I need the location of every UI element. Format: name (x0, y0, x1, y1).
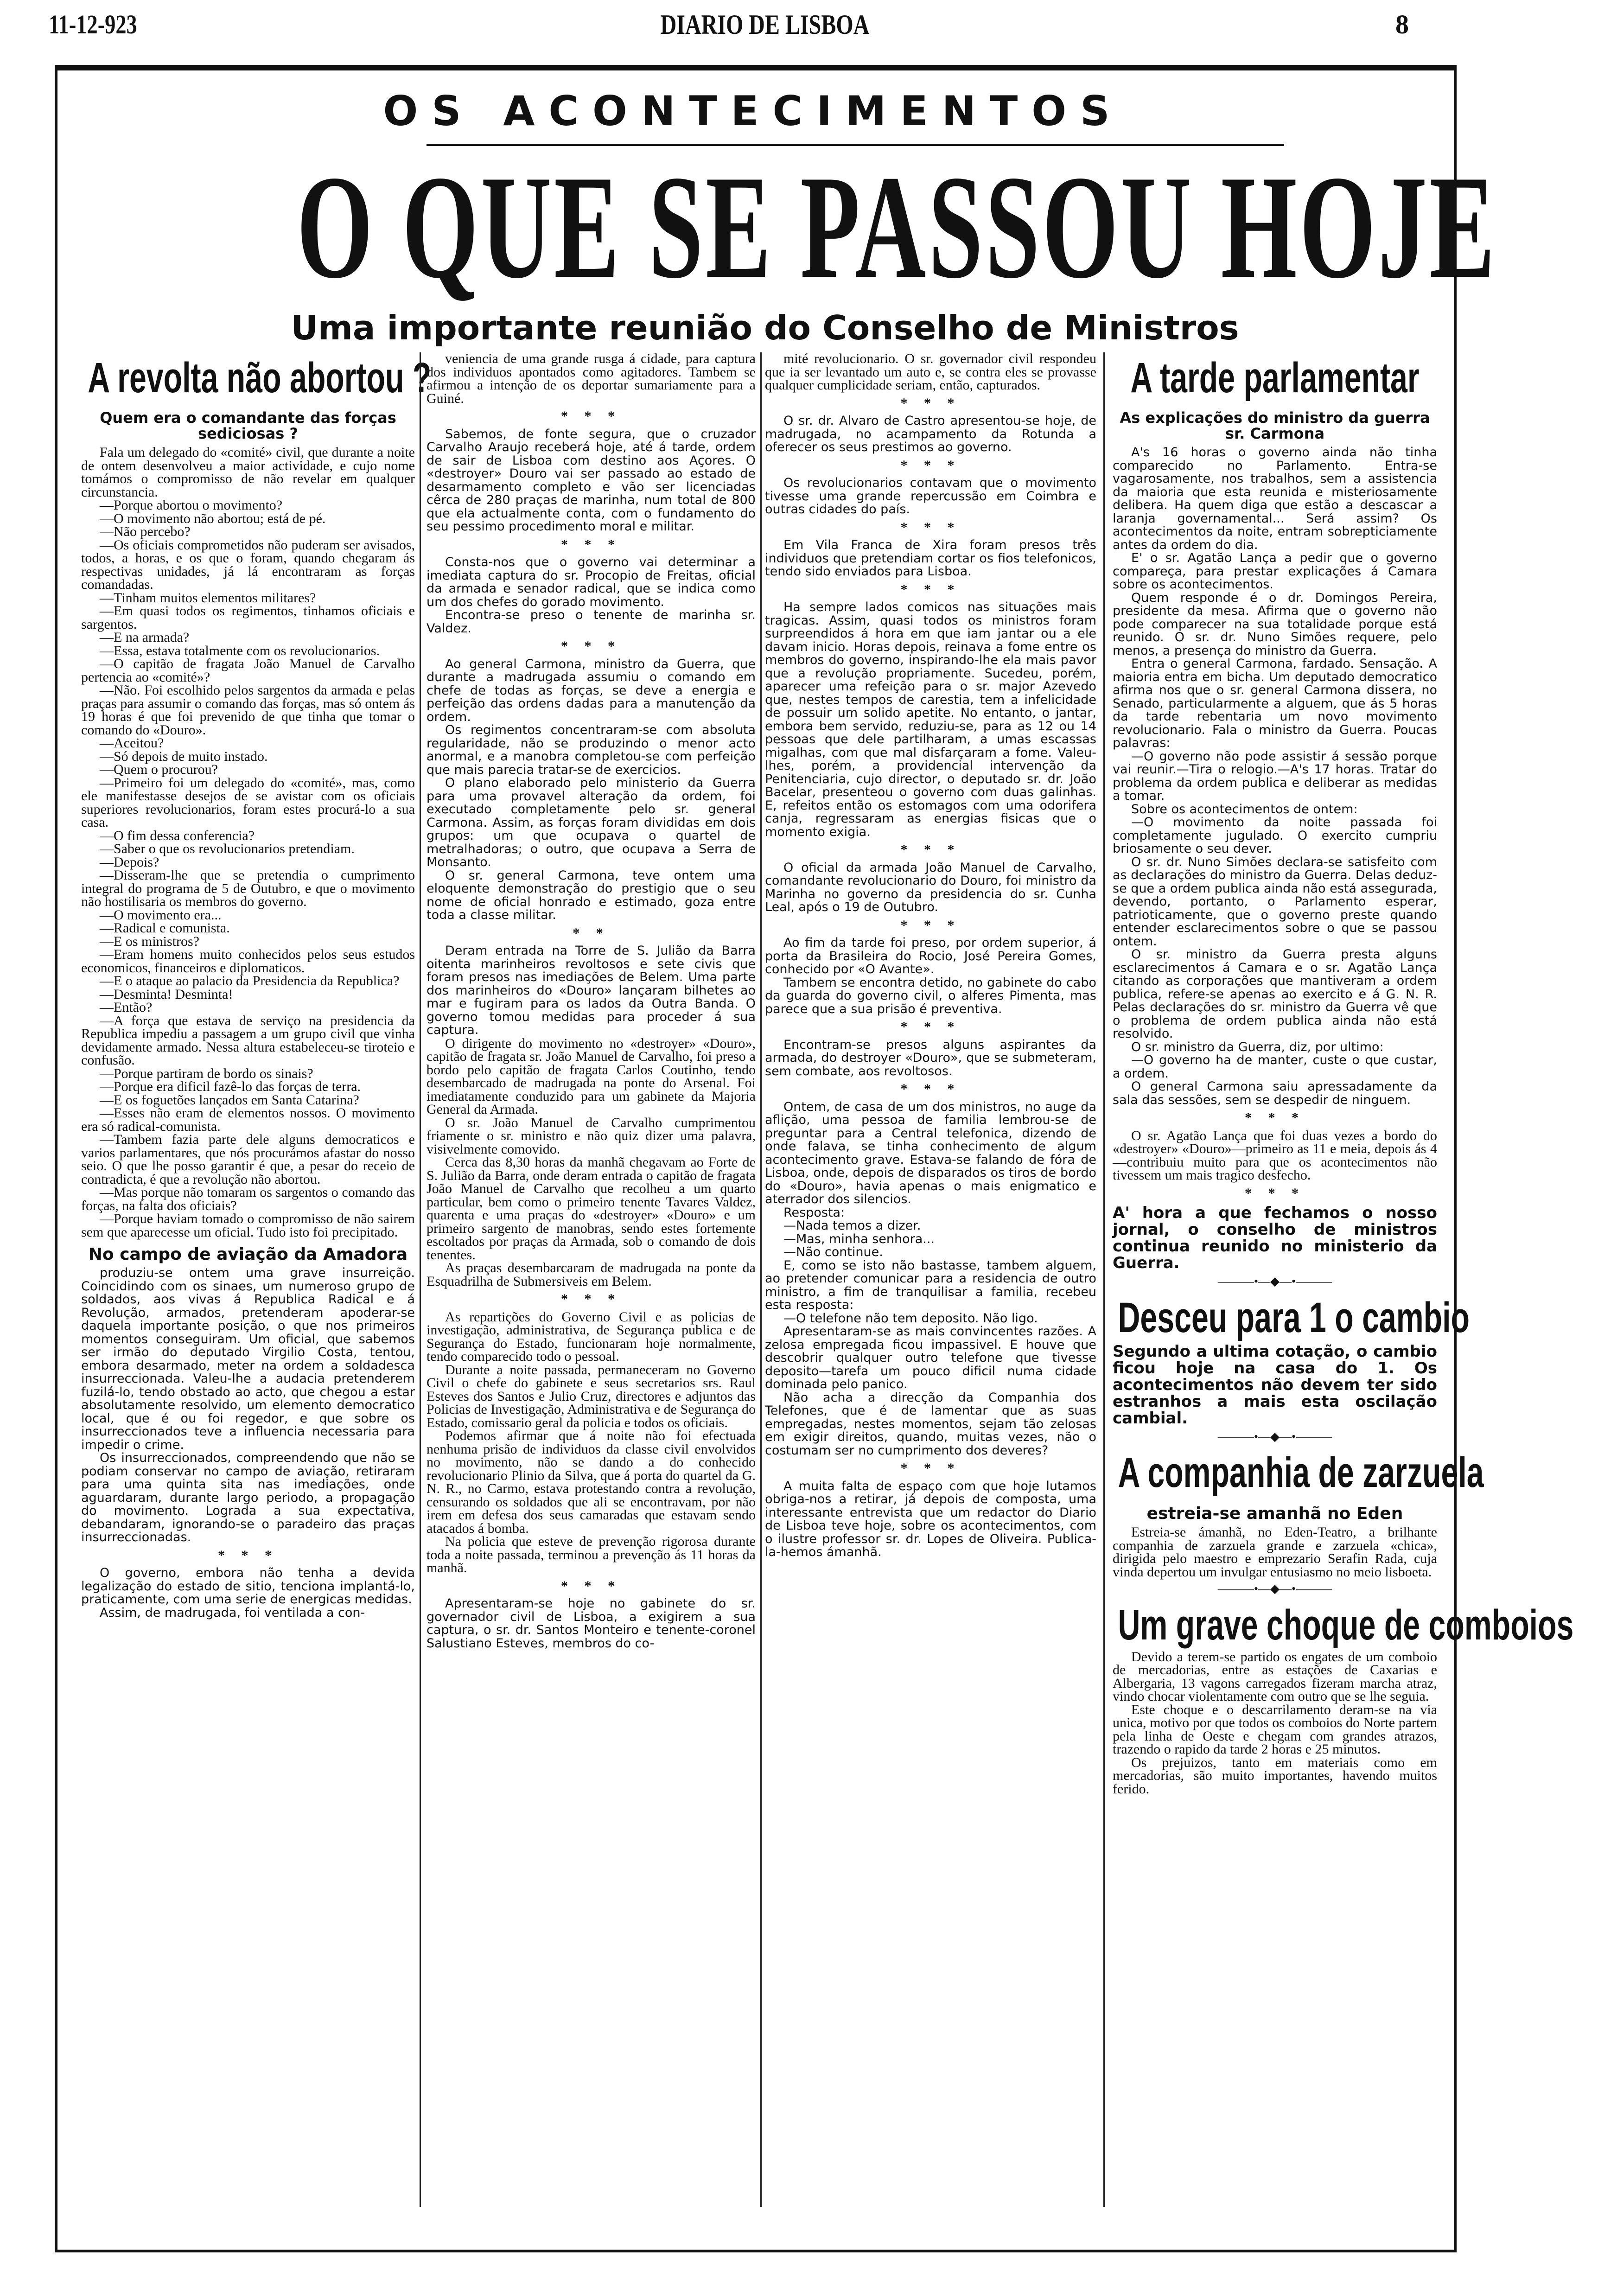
column-3 (765, 352, 1096, 2226)
section-separator: * * * (218, 1547, 278, 1563)
paragraph: O sr. João Manuel de Carvalho cumprimentou friamente o sr. ministro e não quiz dizer uma palavra, visivelmente comovido. (427, 1115, 756, 1157)
paragraph: —Nada temos a dizer. (783, 1218, 921, 1233)
paragraph: Em Vila Franca de Xira foram presos três individuos que pretendiam cortar os fios telefonicos, tendo sido enviados para Lisboa. (765, 538, 1096, 579)
paragraph: Entra o general Carmona, fardado. Sensação. A maioria entra em bicha. Um deputado democratico afirma nos que o sr. general Carmona dissera, no Senado, particularmente a alguem, que ás 5 horas da tarde rebentaria um novo movimento revolucionario. Fala o ministro da Guerra. Poucas palavras: (1113, 657, 1437, 750)
section-separator: * * * (900, 457, 961, 473)
paragraph: Ao general Carmona, ministro da Guerra, que durante a madrugada assumiu o comando em chefe de todas as forças, se deve a energia e perfeição das ordens dadas para a manutenção da ordem. (427, 657, 756, 724)
column-rule (1103, 352, 1105, 2207)
paragraph: veniencia de uma grande rusga á cidade, para captura dos individuos apontados como agitadores. Tambem se afirmou a intenção de os deportar sumariamente para a Guiné. (427, 351, 756, 406)
paragraph: Devido a terem-se partido os engates de um comboio de mercadorias, entre as estações de Caxarias e Albergaria, 13 vagons carregados fizeram marcha atraz, vindo chocar violentamente com outro que se lhe seguia. (1113, 1649, 1437, 1704)
paragraph: —Os oficiais comprometidos não puderam ser avisados, todos, a horas, e os que o foram, quando chegaram ás respectivas unidades, já lá encontraram as forças comandadas. (81, 537, 415, 592)
paragraph: E' o sr. Agatão Lança a pedir que o governo compareça, para prestar explicações á Camara sobre os acontecimentos. (1113, 551, 1437, 592)
paragraph: Podemos afirmar que á noite não foi efectuada nenhuma prisão de individuos da classe civil envolvidos no movimento, não se dando a do conhecido revolucionario Plinio da Silva, que á porta do quartel da G. N. R., no Carmo, estava protestando contra a revolução, censurando os soldados que ali se encontravam, por não irem em defesa dos seus camaradas que estavam sendo atacados á bomba. (427, 1428, 756, 1536)
section-separator: * * * (1245, 1110, 1305, 1125)
paragraph: As praças desembarcaram de madrugada na ponte da Esquadrilha de Submersiveis em Belem. (427, 1260, 756, 1289)
paragraph: —Não continue. (783, 1245, 883, 1259)
paragraph: Durante a noite passada, permaneceram no Governo Civil o chefe do gabinete e seus secretarios srs. Raul Esteves dos Santos e Julio Cruz, directores e adjuntos das Policias de Investigação, Administrativa e de Segurança do Estado, comissario geral da policia e todos os oficiais. (427, 1362, 756, 1430)
paragraph: —Depois? (100, 854, 159, 870)
column-4 (1113, 352, 1574, 2226)
paragraph: —Esses não eram de elementos nossos. O movimento era só radical-comunista. (81, 1105, 415, 1134)
masthead (0, 9, 1617, 46)
paragraph: O oficial da armada João Manuel de Carvalho, comandante revolucionario do Douro, foi ministro da Marinha no governo da presidencia do sr. Cunha Leal, após o 19 de Outubro. (765, 860, 1096, 914)
paragraph: E, como se isto não bastasse, tambem alguem, ao pretender comunicar para a residencia de outro ministro, a fim de tranquilisar a familia, recebeu esta resposta: (765, 1258, 1096, 1312)
paragraph: —O movimento não abortou; está de pé. (100, 510, 326, 526)
article-headline: A tarde parlamentar (1130, 354, 1420, 402)
paragraph: Apresentaram-se as mais convincentes razões. A zelosa empregada ficou impassivel. E houve que descobrir qualquer outro telefone que tivesse deposito—tarefa um pouco dificil numa cidade dominada pelo panico. (765, 1324, 1096, 1391)
article-subheadline: As explicações do ministro da guerra sr. Carmona (1120, 409, 1430, 442)
paragraph: Assim, de madrugada, foi ventilada a con- (100, 1605, 365, 1620)
paragraph: —E na armada? (100, 630, 190, 645)
paragraph: —Porque partiram de bordo os sinais? (100, 1065, 313, 1081)
paragraph: Encontra-se preso o tenente de marinha sr. Valdez. (427, 608, 756, 636)
paragraph: O sr. Agatão Lança que foi duas vezes a bordo do «destroyer» «Douro»—primeiro as 11 e meia, depois ás 4—contribuiu muito para que os acontecimentos não tivessem um mais tragico desfecho. (1113, 1128, 1437, 1183)
column-1 (81, 352, 432, 2226)
section-separator: * * * (900, 581, 961, 597)
article-headline: Desceu para 1 o cambio (1118, 1294, 1470, 1341)
paragraph: —Tambem fazia parte dele alguns democraticos e varios parlamentares, que nós procurámos afastar do nosso seio. O que lhe posso garantir é que, a pesar do receio de contradicta, é que a revolução não abortou. (81, 1132, 415, 1187)
paragraph: —Disseram-lhe que se pretendia o cumprimento integral do programa de 5 de Outubro, e que o movimento não hostilisaria os membros do governo. (81, 867, 415, 909)
paragraph: —O movimento da noite passada foi completamente jugulado. O exercito cumpriu briosamente o seu dever. (1113, 815, 1437, 856)
article-headline: A companhia de zarzuela (1118, 1449, 1484, 1496)
section-separator: * * * (900, 1461, 961, 1476)
paragraph: mité revolucionario. O sr. governador civil respondeu que ia ser levantado um auto e, se contra eles se provasse qualquer cumplicidade seriam, então, capturados. (765, 351, 1096, 393)
paragraph: —Mas porque não tomaram os sargentos o comando das forças, na falta dos oficiais? (81, 1185, 415, 1213)
paragraph: Os revolucionarios contavam que o movimento tivesse uma grande repercussão em Coimbra e outras cidades do país. (765, 476, 1096, 517)
paragraph: —O governo não pode assistir á sessão porque vai reunir.—Tira o relogio.—A's 17 horas. Tratar do problema da ordem publica e deliberar as medidas a tomar. (1113, 749, 1437, 803)
column-2 (427, 352, 756, 2226)
paragraph: —Quem o procurou? (100, 762, 218, 777)
section-separator: * * * (900, 917, 961, 933)
paragraph: Os prejuizos, tanto em materiais como em mercadorias, são muito importantes, havendo muitos ferido. (1113, 1754, 1437, 1797)
paragraph: Sabemos, de fonte segura, que o cruzador Carvalho Araujo receberá hoje, até á tarde, ordem de sair de Lisboa com destino aos Açores. O «destroyer» Douro vai ser passado ao estado de desarmamento completo e vão ser licenciadas cêrca de 280 praças de marinha, num total de 800 que ela actualmente conta, com o fundamento do seu pessimo procedimento moral e militar. (427, 427, 756, 534)
article-headline: Um grave choque de comboios (1118, 1601, 1574, 1649)
paragraph: —Porque era dificil fazê-lo das forças de terra. (100, 1079, 361, 1094)
paragraph: —O governo ha de manter, custe o que custar, a ordem. (1113, 1053, 1437, 1081)
paragraph: O governo, embora não tenha a devida legalização do estado de sitio, tenciona implantá-lo, praticamente, com uma serie de energicas medidas. (81, 1566, 415, 1607)
main-headline: O QUE SE PASSOU HOJE (296, 145, 1497, 309)
ornament-divider: ———•—◆—•——— (1217, 1275, 1332, 1288)
paragraph: —Aceitou? (100, 735, 164, 751)
paragraph: O sr. general Carmona, teve ontem uma eloquente demonstração do prestigio que o seu nome de oficial honrado e estimado, goza entre toda a classe militar. (427, 868, 756, 922)
lead-paragraph: A' hora a que fechamos o nosso jornal, o conselho de ministros continua reunido no ministerio da Guerra. (1113, 1204, 1437, 1272)
paragraph: —Mas, minha senhora... (783, 1231, 935, 1246)
paragraph: —Porque haviam tomado o compromisso de não sairem sem que aparecesse um oficial. Tudo isto foi precipitado. (81, 1211, 415, 1240)
paragraph: Ontem, de casa de um dos ministros, no auge da aflição, uma pessoa de familia lembrou-se de preguntar para a Central telefonica, dizendo de onde falava, se tinha conhecimento de algum acontecimento grave. Estava-se falando de fóra de Lisboa, onde, depois de disparados os tiros de bordo do «Douro», havia apenas o mais enigmatico e aterrador dos silencios. (765, 1099, 1096, 1206)
paragraph: Este choque e o descarrilamento deram-se na via unica, motivo por que todos os comboios do Norte partem pela linha de Oeste e chegam com grandes atrazos, trazendo o rapido da tarde 2 horas e 25 minutos. (1113, 1702, 1437, 1757)
paragraph: O sr. dr. Alvaro de Castro apresentou-se hoje, de madrugada, no acampamento da Rotunda a oferecer os seus prestimos ao governo. (765, 414, 1096, 454)
paragraph: As repartições do Governo Civil e as policias de investigação, administrativa, de Segurança publica e de Segurança do Estado, funcionaram hoje normalmente, tendo comparecido todo o pessoal. (427, 1309, 756, 1364)
section-separator: * * * (900, 1081, 961, 1097)
paragraph: —Não. Foi escolhido pelos sargentos da armada e pelas praças para assumir o comando das forças, mas só ontem ás 19 horas é que foi prevenido de que tinha que tomar o comando do «Douro». (81, 682, 415, 738)
section-heading: estreia-se amanhã no Eden (1146, 1504, 1403, 1523)
paragraph: Tambem se encontra detido, no gabinete do cabo da guarda do governo civil, o alferes Pimenta, mas parece que a sua prisão é preventiva. (765, 975, 1096, 1016)
article-subheadline: Quem era o comandante das forças sediciosas ? (100, 409, 396, 442)
ornament-divider: ———•—◆—•——— (1217, 1582, 1332, 1595)
article-headline: A revolta não abortou ? (88, 354, 432, 402)
section-separator: * * * (1245, 1185, 1305, 1201)
paragraph: —O telefone não tem deposito. Não ligo. (783, 1311, 1038, 1326)
paragraph: Fala um delegado do «comité» civil, que durante a noite de ontem desenvolveu a maior actividade, e cujo nome tomámos o compromisso de não revelar em qualquer circunstancia. (81, 445, 415, 500)
paragraph: Consta-nos que o governo vai determinar a imediata captura do sr. Procopio de Freitas, oficial da armada e senador radical, que se indica como um dos chefes do gorado movimento. (427, 555, 756, 609)
paragraph: produziu-se ontem uma grave insurreição. Coincidindo com os sinaes, um numeroso grupo de soldados, aos vivas á Republica Radical e á Revolução, armados, pretenderam apoderar-se daquela importante posição, o que nos primeiros momentos conseguiram. Um oficial, que sabemos ser irmão do deputado Virgilio Costa, tentou, embora desarmado, meter na ordem a soldadesca insurreccionada. Valeu-lhe a audacia pretenderem fuzilá-lo, tendo obstado ao acto, que chegou a estar absolutamente resolvido, um elemento democratico local, que é ou foi regedor, e que sobre os insurreccionados teve a influencia necessaria para impedir o crime. (81, 1266, 415, 1452)
ornament-divider: ———•—◆—•——— (1217, 1429, 1332, 1443)
kicker: OS ACONTECIMENTOS (383, 87, 1124, 135)
paragraph: —E os foguetões lançados em Santa Catarina? (100, 1092, 359, 1108)
paragraph: Não acha a direcção da Companhia dos Telefones, que é de lamentar que as suas empregadas, nestes momentos, sejam tão zelosas em exigir direitos, quando, muitas vezes, não o costumam ser no cumprimento dos deveres? (765, 1390, 1096, 1458)
section-separator: * * * (900, 519, 961, 535)
section-separator: * * (573, 925, 610, 941)
paragraph: Resposta: (783, 1205, 845, 1220)
page-number: 8 (1395, 9, 1409, 39)
paragraph: —Tinham muitos elementos militares? (100, 590, 316, 606)
paragraph: Encontram-se presos alguns aspirantes da armada, do destroyer «Douro», que se submeteram, sem combate, aos revoltosos. (765, 1037, 1096, 1078)
paragraph: Ao fim da tarde foi preso, por ordem superior, á porta da Brasileira do Rocio, José Pereira Gomes, conhecido por «O Avante». (765, 936, 1096, 976)
paragraph: —Só depois de muito instado. (100, 748, 268, 764)
section-heading: No campo de aviação da Amadora (88, 1245, 408, 1264)
paragraph: O sr. dr. Nuno Simões declara-se satisfeito com as declarações do ministro da Guerra. Delas deduz-se que a ordem publica ainda não está assegurada, devendo, portanto, o Parlamento esperar, patrioticamente, que o governo preste quando entender esclarecimentos sobre o que se passou ontem. (1113, 855, 1438, 949)
paragraph: —Eram homens muito conhecidos pelos seus estudos economicos, financeiros e diplomaticos. (81, 947, 415, 976)
paragraph: Deram entrada na Torre de S. Julião da Barra oitenta marinheiros revoltosos e sete civis que foram presos nas imediações de Belem. Uma parte dos marinheiros do «Douro» lançaram bilhetes ao mar e fugiram para os lados da Outra Banda. O governo tomou medidas para proceder á sua captura. (427, 944, 756, 1037)
paragraph: —O capitão de fragata João Manuel de Carvalho pertencia ao «comité»? (81, 656, 415, 685)
paragraph: O general Carmona saiu apressadamente da sala das sessões, sem se despedir de ninguem. (1113, 1079, 1437, 1107)
paragraph: Ha sempre lados comicos nas situações mais tragicas. Assim, quasi todos os ministros foram surpreendidos á hora em que iam jantar ou a ele davam inicio. Horas depois, reinava a fome entre os membros do governo, inspirando-lhe ela mais pavor que a revolução propriamente. Sucedeu, porém, aparecer uma refeição para o sr. major Azevedo que, nestes tempos de carestia, tem a infelicidade de possuir um solido apetite. No entanto, o jantar, embora bem servido, reduziu-se, para as 12 ou 14 pessoas que dele partilharam, a umas escassas migalhas, com que mal disfarçaram a fome. Valeu-lhes, porém, a providencial intervenção da Penitenciaria, cujo director, o deputado sr. dr. João Bacelar, presenteou o governo com duas galinhas. E, refeitos então os estomagos com uma odorifera canja, regressaram as energias fisicas que o momento exigia. (765, 600, 1096, 839)
paragraph: —Essa, estava totalmente com os revolucionarios. (100, 643, 380, 658)
paragraph: —O movimento era... (100, 907, 222, 923)
lead-paragraph: Segundo a ultima cotação, o cambio ficou hoje na casa do 1. Os acontecimentos não devem ter sido estranhos a mais esta oscilação cambial. (1113, 1342, 1437, 1428)
subheadline: Uma importante reunião do Conselho de Ministros (291, 308, 1239, 347)
section-separator: * * * (561, 1578, 621, 1594)
issue-date: 11-12-923 (49, 9, 137, 39)
section-separator: * * * (561, 408, 621, 424)
paragraph: Quem responde é o dr. Domingos Pereira, presidente da mesa. Afirma que o governo não pode comparecer na sua totalidade porque está reunido. O sr. dr. Nuno Simões requere, pelo menos, a presença do ministro da Guerra. (1113, 590, 1437, 658)
paragraph: Os regimentos concentraram-se com absoluta regularidade, não se produzindo o menor acto anormal, e a manobra completou-se com perfeição que mais parecia tratar-se de exercicios. (427, 723, 756, 777)
paragraph: —A força que estava de serviço na presidencia da Republica impediu a passagem a um grupo civil que vinha devidamente armado. Nessa altura estabeleceu-se tiroteio e confusão. (81, 1013, 415, 1068)
section-separator: * * * (900, 842, 961, 857)
paragraph: O sr. ministro da Guerra, diz, por ultimo: (1131, 1040, 1384, 1054)
paragraph: —Radical e comunista. (100, 920, 230, 936)
paragraph: O plano elaborado pelo ministerio da Guerra para uma provavel alteração da ordem, foi executado completamente pelo sr. general Carmona. Assim, as forças foram divididas em dois grupos: um que ocupava o quartel de metralhadoras; o outro, que ocupava a Serra de Monsanto. (427, 776, 756, 869)
paragraph: Estreia-se ámanhã, no Eden-Teatro, a brilhante companhia de zarzuela grande e zarzuela «chica», dirigida pelo maestro e emprezario Serafin Rada, cuja vinda depertou um invulgar entusiasmo no meio lisboeta. (1113, 1524, 1437, 1580)
paragraph: A's 16 horas o governo ainda não tinha comparecido no Parlamento. Entra-se vagarosamente, nos trabalhos, sem a assistencia da maioria que esta reunida e misteriosamente delibera. Ha quem diga que estão a descascar a laranja governamental... Será assim? Os acontecimentos da noite, entram sobrepticiamente antes da ordem do dia. (1113, 445, 1437, 552)
paragraph: —Então? (100, 1000, 153, 1015)
paragraph: —Desminta! Desminta! (100, 986, 233, 1002)
newspaper-title: DIARIO DE LISBOA (660, 9, 870, 40)
section-separator: * * * (561, 536, 621, 552)
paragraph: —E os ministros? (100, 933, 199, 949)
section-separator: * * * (900, 395, 961, 411)
paragraph: Sobre os acontecimentos de ontem: (1131, 802, 1358, 816)
paragraph: O sr. ministro da Guerra presta alguns esclarecimentos á Camara e o sr. Agatão Lança citando as corporações que mantiveram a ordem publica, refere-se apenas ao exercito e á G. N. R. Pelas declarações do sr. ministro da Guerra vê que o problema de ordem publica ainda não está resolvido. (1113, 947, 1437, 1041)
column-rule (420, 352, 421, 2207)
paragraph: —O fim dessa conferencia? (100, 828, 255, 843)
paragraph: A muita falta de espaço com que hoje lutamos obriga-nos a retirar, já depois de composta, uma interessante entrevista que um redactor do Diario de Lisboa teve hoje, sobre os acontecimentos, com o ilustre professor sr. dr. Lopes de Oliveira. Publica-la-hemos ámanhã. (765, 1479, 1096, 1559)
paragraph: O dirigente do movimento no «destroyer» «Douro», capitão de fragata sr. João Manuel de Carvalho, foi preso a bordo pelo capitão de fragata Carlos Coutinho, tendo desembarcado de madrugada na ponte do Arsenal. Foi imediatamente conduzido para um gabinete da Majoria General da Armada. (427, 1035, 756, 1117)
paragraph: Os insurreccionados, compreendendo que não se podiam conservar no campo de aviação, retiraram para uma quinta sita nas imediações, onde aguardaram, durante largo periodo, a propagação do movimento. Lograda a sua expectativa, debandaram, ignorando-se o paradeiro das praças insurreccionadas. (81, 1451, 415, 1544)
paragraph: —Em quasi todos os regimentos, tinhamos oficiais e sargentos. (81, 603, 415, 632)
section-separator: * * * (561, 1291, 621, 1307)
column-rule (760, 352, 762, 2207)
paragraph: —Porque abortou o movimento? (100, 497, 283, 513)
paragraph: —E o ataque ao palacio da Presidencia da Republica? (100, 973, 400, 989)
section-separator: * * * (900, 1019, 961, 1034)
paragraph: —Primeiro foi um delegado do «comité», mas, como ele manifestasse desejos de se avistar com os oficiais superiores revolucionarios, foram estes procurá-lo a sua casa. (81, 775, 415, 830)
section-separator: * * * (561, 638, 621, 654)
paragraph: Apresentaram-se hoje no gabinete do sr. governador civil de Lisboa, a exigirem a sua captura, o sr. dr. Santos Monteiro e tenente-coronel Salustiano Esteves, membros do co- (427, 1596, 756, 1651)
paragraph: Na policia que esteve de prevenção rigorosa durante toda a noite passada, terminou a prevenção ás 11 horas da manhã. (427, 1534, 756, 1575)
paragraph: —Não percebo? (100, 524, 191, 539)
paragraph: Cerca das 8,30 horas da manhã chegavam ao Forte de S. Julião da Barra, onde deram entrada o capitão de fragata João Manuel de Carvalho que recolheu a um quarto particular, bem como o primeiro tenente Tavares Valdez, quarenta e uma praças do «destroyer» «Douro» e um primeiro sargento de manobras, sendo estes fortemente escoltados por praças da Armada, sob o comando de dois tenentes. (427, 1154, 756, 1263)
paragraph: —Saber o que os revolucionarios pretendiam. (100, 841, 355, 856)
